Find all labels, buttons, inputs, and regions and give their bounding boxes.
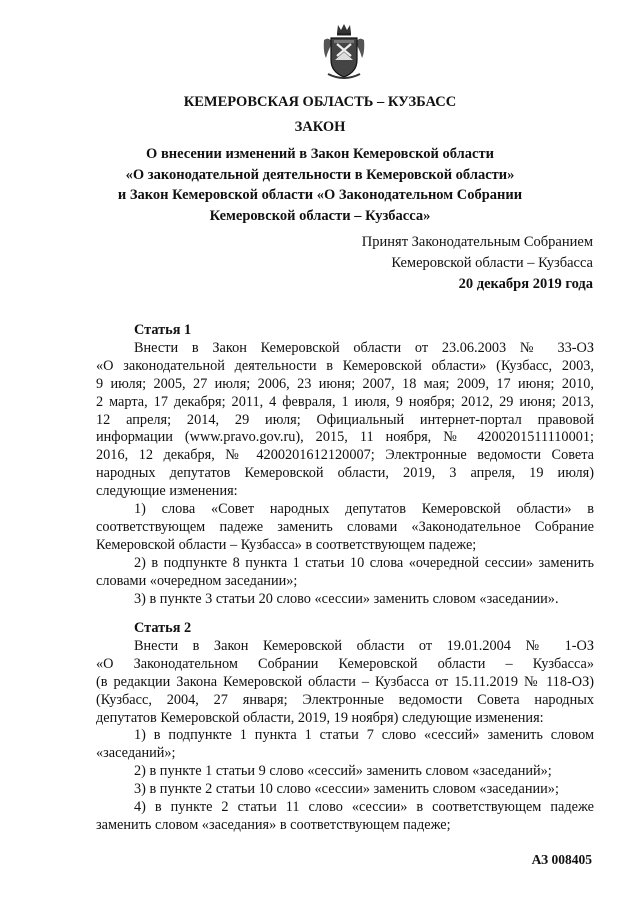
list-item-line: 3) в пункте 3 статьи 20 слово «сессии» заменить словом «заседании». [134,590,559,607]
body-line: информации (www.pravo.gov.ru), 2015, 11 ноября, № 4200201511110001; [96,429,594,446]
body-line: «О Законодательном Собрании Кемеровской области – Кузбасса» [96,655,594,672]
body-line: (Кузбасс, 2004, 27 января; Электронные ведомости Совета народных [96,691,594,708]
body-line: 2016, 12 декабря, № 4200201612120007; Электронные ведомости Совета [96,447,594,464]
body-line: (в редакции Закона Кемеровской области – Кузбасса от 15.11.2019 № 118-ОЗ) [96,673,594,690]
body-line: следующие изменения: [96,483,238,500]
article-heading: Статья 1 [134,322,192,338]
list-item-line: 3) в пункте 2 статьи 10 слово «сессии» заменить словом «заседании»; [134,781,559,798]
list-item-line: 1) слова «Совет народных депутатов Кемеровской области» в [134,501,594,518]
adoption-date: 20 декабря 2019 года [458,276,593,292]
article-heading: Статья 2 [134,620,192,636]
body-line: народных депутатов Кемеровской области, 2019, 3 апреля, 19 июля) [96,465,594,482]
list-item-line: «заседаний»; [96,745,176,762]
region-heading: КЕМЕРОВСКАЯ ОБЛАСТЬ – КУЗБАСС [183,94,457,110]
coat-of-arms-icon [322,22,366,82]
adoption-line: Принят Законодательным Собранием [361,234,593,250]
article-1 [96,322,594,609]
list-item-line: словами «очередном заседании»; [96,572,298,589]
title-line: и Закон Кемеровской области «О Законодательном Собрании [117,187,523,203]
list-item-line: соответствующем падеже заменить словами «Законодательное Собрание [96,518,594,535]
body-line: Внести в Закон Кемеровской области от 19.01.2004 № 1-ОЗ [134,637,594,654]
title-line: О внесении изменений в Закон Кемеровской области [146,146,494,162]
article-2 [96,620,594,835]
body-line: Внести в Закон Кемеровской области от 23.06.2003 № 33-ОЗ [134,339,594,356]
body-line: 12 апреля; 2014, 29 июля; Официальный интернет-портал правовой [96,411,594,428]
list-item-line: 2) в подпункте 8 пункта 1 статьи 10 слова «очередной сессии» заменить [134,554,594,571]
list-item-line: заменить словом «заседания» в соответствующем падеже; [96,816,451,833]
body-line: 9 июля; 2005, 27 июля; 2006, 23 июня; 2007, 18 мая; 2009, 17 июня; 2010, [96,375,594,392]
body-line: 2 марта, 17 декабря; 2011, 4 февраля, 1 июля, 9 ноября; 2012, 29 июня; 2013, [96,393,594,410]
body-line: «О законодательной деятельности в Кемеровской области» (Кузбасс, 2003, [96,357,594,374]
document-type: ЗАКОН [294,119,346,135]
title-line: Кемеровской области – Кузбасса» [209,207,431,224]
title-line: «О законодательной деятельности в Кемеровской области» [125,166,515,183]
law-title [0,144,640,226]
body-line: депутатов Кемеровской области, 2019, 19 ноября) следующие изменения: [96,709,544,726]
list-item-line: Кемеровской области – Кузбасса» в соответствующем падеже; [96,536,477,553]
list-item-line: 1) в подпункте 1 пункта 1 статьи 7 слово «сессий» заменить словом [134,727,594,744]
adoption-line: Кемеровской области – Кузбасса [391,255,593,271]
list-item-line: 2) в пункте 1 статьи 9 слово «сессий» заменить словом «заседаний»; [134,763,552,780]
list-item-line: 4) в пункте 2 статьи 11 слово «сессии» в соответствующем падеже [134,799,594,816]
serial-number: АЗ 008405 [531,852,592,867]
adoption-block [362,232,593,295]
